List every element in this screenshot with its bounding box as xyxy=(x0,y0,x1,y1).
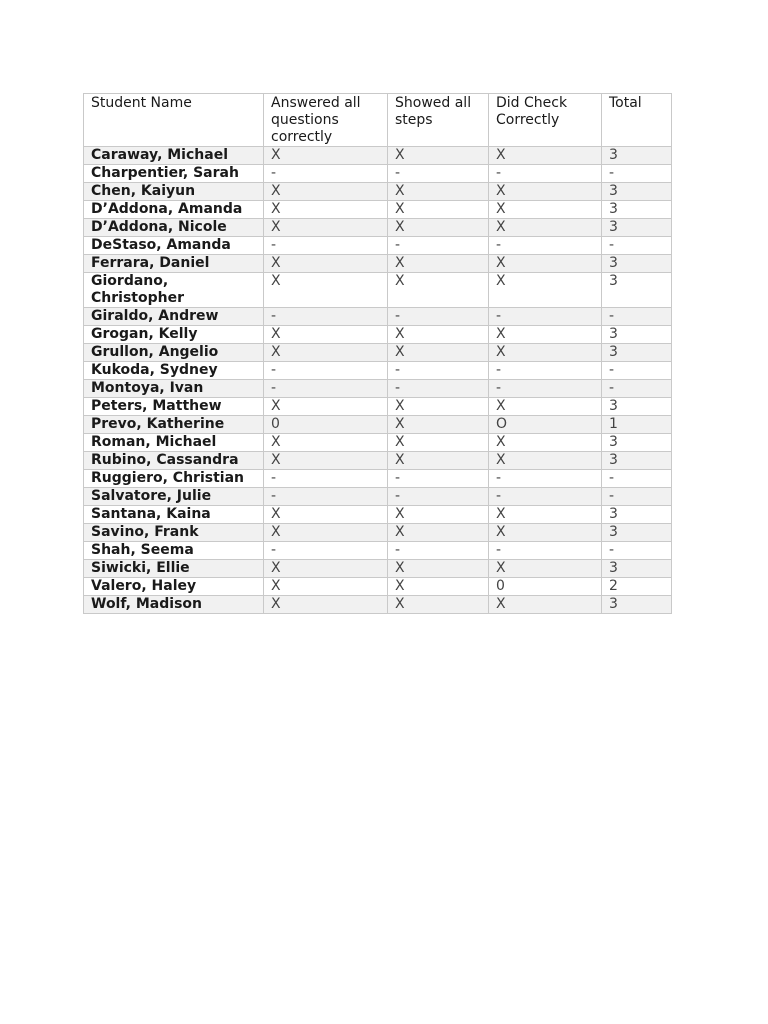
answered-cell: X xyxy=(264,255,388,273)
steps-cell: - xyxy=(388,380,489,398)
table-row xyxy=(84,344,672,362)
student-name-cell: Valero, Haley xyxy=(84,578,264,596)
table-row xyxy=(84,578,672,596)
check-cell: X xyxy=(489,201,602,219)
total-cell: 3 xyxy=(602,273,672,308)
answered-cell: - xyxy=(264,542,388,560)
student-name-cell: Montoya, Ivan xyxy=(84,380,264,398)
answered-cell: X xyxy=(264,452,388,470)
student-name-cell: Grogan, Kelly xyxy=(84,326,264,344)
steps-cell: X xyxy=(388,201,489,219)
table-row xyxy=(84,201,672,219)
steps-cell: X xyxy=(388,273,489,308)
header-answered-all: Answered all questions correctly xyxy=(264,94,388,147)
steps-cell: X xyxy=(388,147,489,165)
total-cell: - xyxy=(602,380,672,398)
table-row xyxy=(84,488,672,506)
total-cell: 3 xyxy=(602,452,672,470)
total-cell: 1 xyxy=(602,416,672,434)
student-name-cell: DeStaso, Amanda xyxy=(84,237,264,255)
answered-cell: X xyxy=(264,596,388,614)
answered-cell: X xyxy=(264,560,388,578)
student-name-cell: Prevo, Katherine xyxy=(84,416,264,434)
check-cell: - xyxy=(489,308,602,326)
total-cell: 3 xyxy=(602,219,672,237)
student-name-cell: Rubino, Cassandra xyxy=(84,452,264,470)
table-row xyxy=(84,596,672,614)
table-row xyxy=(84,362,672,380)
student-name-cell: Chen, Kaiyun xyxy=(84,183,264,201)
check-cell: - xyxy=(489,165,602,183)
table-row xyxy=(84,183,672,201)
total-cell: 3 xyxy=(602,434,672,452)
student-name-cell: Peters, Matthew xyxy=(84,398,264,416)
steps-cell: X xyxy=(388,255,489,273)
table-row xyxy=(84,326,672,344)
steps-cell: X xyxy=(388,452,489,470)
answered-cell: X xyxy=(264,578,388,596)
student-name-cell: Kukoda, Sydney xyxy=(84,362,264,380)
answered-cell: 0 xyxy=(264,416,388,434)
total-cell: 3 xyxy=(602,255,672,273)
header-showed-steps: Showed all steps xyxy=(388,94,489,147)
steps-cell: - xyxy=(388,237,489,255)
steps-cell: X xyxy=(388,596,489,614)
total-cell: 2 xyxy=(602,578,672,596)
check-cell: X xyxy=(489,326,602,344)
check-cell: - xyxy=(489,488,602,506)
student-name-cell: Ferrara, Daniel xyxy=(84,255,264,273)
steps-cell: X xyxy=(388,578,489,596)
steps-cell: X xyxy=(388,524,489,542)
student-name-cell: D’Addona, Nicole xyxy=(84,219,264,237)
header-student-name: Student Name xyxy=(84,94,264,147)
table-row xyxy=(84,434,672,452)
steps-cell: X xyxy=(388,219,489,237)
table-row xyxy=(84,506,672,524)
student-name-cell: Salvatore, Julie xyxy=(84,488,264,506)
student-name-cell: Grullon, Angelio xyxy=(84,344,264,362)
header-total: Total xyxy=(602,94,672,147)
student-name-cell: Shah, Seema xyxy=(84,542,264,560)
check-cell: - xyxy=(489,542,602,560)
check-cell: X xyxy=(489,273,602,308)
table-row xyxy=(84,255,672,273)
table-row xyxy=(84,542,672,560)
check-cell: X xyxy=(489,147,602,165)
table-row xyxy=(84,147,672,165)
header-row xyxy=(84,94,672,147)
check-cell: - xyxy=(489,470,602,488)
answered-cell: X xyxy=(264,434,388,452)
check-cell: X xyxy=(489,183,602,201)
table-row xyxy=(84,452,672,470)
answered-cell: X xyxy=(264,183,388,201)
steps-cell: X xyxy=(388,398,489,416)
total-cell: 3 xyxy=(602,596,672,614)
answered-cell: - xyxy=(264,488,388,506)
student-name-cell: Charpentier, Sarah xyxy=(84,165,264,183)
steps-cell: - xyxy=(388,488,489,506)
table-row xyxy=(84,165,672,183)
table-row xyxy=(84,560,672,578)
table-body xyxy=(84,147,672,614)
student-name-cell: D’Addona, Amanda xyxy=(84,201,264,219)
answered-cell: - xyxy=(264,237,388,255)
steps-cell: - xyxy=(388,165,489,183)
table-row xyxy=(84,470,672,488)
total-cell: 3 xyxy=(602,147,672,165)
check-cell: O xyxy=(489,416,602,434)
total-cell: - xyxy=(602,470,672,488)
answered-cell: X xyxy=(264,524,388,542)
total-cell: 3 xyxy=(602,506,672,524)
total-cell: - xyxy=(602,542,672,560)
check-cell: X xyxy=(489,398,602,416)
steps-cell: X xyxy=(388,434,489,452)
student-name-cell: Roman, Michael xyxy=(84,434,264,452)
check-cell: X xyxy=(489,452,602,470)
student-name-cell: Siwicki, Ellie xyxy=(84,560,264,578)
total-cell: 3 xyxy=(602,560,672,578)
check-cell: - xyxy=(489,362,602,380)
steps-cell: X xyxy=(388,560,489,578)
table-row xyxy=(84,219,672,237)
steps-cell: - xyxy=(388,362,489,380)
total-cell: - xyxy=(602,165,672,183)
header-did-check: Did Check Correctly xyxy=(489,94,602,147)
total-cell: 3 xyxy=(602,183,672,201)
answered-cell: X xyxy=(264,219,388,237)
answered-cell: X xyxy=(264,326,388,344)
total-cell: 3 xyxy=(602,344,672,362)
student-name-cell: Giordano, Christopher xyxy=(84,273,264,308)
check-cell: X xyxy=(489,219,602,237)
check-cell: - xyxy=(489,237,602,255)
student-name-cell: Savino, Frank xyxy=(84,524,264,542)
student-name-cell: Giraldo, Andrew xyxy=(84,308,264,326)
table-row xyxy=(84,273,672,308)
table-row xyxy=(84,380,672,398)
total-cell: - xyxy=(602,308,672,326)
answered-cell: X xyxy=(264,201,388,219)
total-cell: - xyxy=(602,362,672,380)
table-row xyxy=(84,524,672,542)
total-cell: 3 xyxy=(602,524,672,542)
check-cell: X xyxy=(489,255,602,273)
check-cell: X xyxy=(489,524,602,542)
steps-cell: - xyxy=(388,470,489,488)
total-cell: 3 xyxy=(602,201,672,219)
steps-cell: - xyxy=(388,308,489,326)
total-cell: - xyxy=(602,488,672,506)
grades-table xyxy=(83,93,672,614)
check-cell: X xyxy=(489,560,602,578)
table-row xyxy=(84,416,672,434)
student-name-cell: Ruggiero, Christian xyxy=(84,470,264,488)
total-cell: 3 xyxy=(602,326,672,344)
check-cell: 0 xyxy=(489,578,602,596)
check-cell: X xyxy=(489,434,602,452)
steps-cell: - xyxy=(388,542,489,560)
table-row xyxy=(84,308,672,326)
student-name-cell: Santana, Kaina xyxy=(84,506,264,524)
steps-cell: X xyxy=(388,416,489,434)
answered-cell: - xyxy=(264,308,388,326)
answered-cell: X xyxy=(264,506,388,524)
answered-cell: - xyxy=(264,165,388,183)
answered-cell: X xyxy=(264,273,388,308)
steps-cell: X xyxy=(388,344,489,362)
answered-cell: - xyxy=(264,362,388,380)
student-name-cell: Wolf, Madison xyxy=(84,596,264,614)
answered-cell: - xyxy=(264,470,388,488)
table-row xyxy=(84,237,672,255)
answered-cell: X xyxy=(264,344,388,362)
steps-cell: X xyxy=(388,506,489,524)
answered-cell: X xyxy=(264,147,388,165)
answered-cell: - xyxy=(264,380,388,398)
check-cell: X xyxy=(489,506,602,524)
student-name-cell: Caraway, Michael xyxy=(84,147,264,165)
check-cell: X xyxy=(489,344,602,362)
total-cell: - xyxy=(602,237,672,255)
check-cell: - xyxy=(489,380,602,398)
check-cell: X xyxy=(489,596,602,614)
steps-cell: X xyxy=(388,326,489,344)
answered-cell: X xyxy=(264,398,388,416)
table-row xyxy=(84,398,672,416)
steps-cell: X xyxy=(388,183,489,201)
total-cell: 3 xyxy=(602,398,672,416)
